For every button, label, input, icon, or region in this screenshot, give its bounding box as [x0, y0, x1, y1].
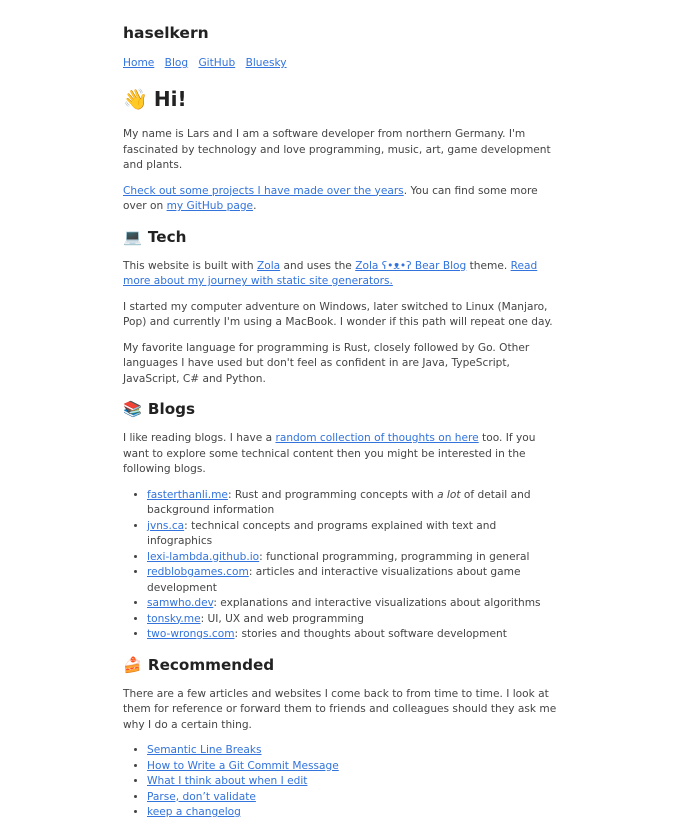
page-title — [123, 87, 563, 111]
static-site-journey-link[interactable]: Read more about my journey with static site generators. — [123, 259, 538, 287]
zola-link[interactable]: Zola — [256, 259, 281, 272]
page — [123, 0, 563, 821]
nav-home-link[interactable]: Home — [123, 57, 155, 69]
list-item — [147, 596, 563, 612]
recommended-paragraph: There are a few articles and websites I come back to from time to time. I look at them for reference or forward them to friends and colleagues should they ask me why I do a certain thing. — [123, 687, 557, 731]
blog-desc: : stories and thoughts about software development — [234, 628, 507, 640]
blogs-heading-text: Blogs — [147, 400, 196, 418]
recommended-heading — [123, 655, 563, 675]
list-item — [147, 565, 563, 596]
page-title-text: Hi! — [153, 87, 187, 111]
nav-bluesky-link[interactable]: Bluesky — [245, 57, 287, 69]
blog-link-redblobgames[interactable]: redblobgames.com — [147, 566, 249, 578]
blog-link-tonsky[interactable]: tonsky.me — [147, 612, 201, 625]
tech-heading — [123, 227, 563, 247]
blog-link-two-wrongs[interactable]: two-wrongs.com — [147, 628, 235, 640]
tech-paragraph-3: My favorite language for programming is Rust, closely followed by Go. Other languages I have used but don't feel as confident in are Java, TypeScript, JavaScript, C# and Python. — [123, 341, 530, 385]
books-icon: 📚 — [123, 400, 142, 418]
recommended-link-git-commit-message[interactable]: How to Write a Git Commit Message — [147, 759, 339, 772]
recommended-link-keep-a-changelog[interactable]: keep a changelog — [147, 806, 241, 818]
blogs-heading — [123, 399, 563, 419]
recommended-link-semantic-line-breaks[interactable]: Semantic Line Breaks — [147, 744, 262, 756]
blogs-p1-text-a: I like reading blogs. I have a — [123, 432, 276, 444]
recommended-list — [123, 743, 563, 821]
blog-link-jvns[interactable]: jvns.ca — [147, 519, 185, 532]
blog-link-samwho[interactable]: samwho.dev — [147, 597, 214, 609]
waving-hand-icon: 👋 — [123, 87, 148, 111]
github-page-link[interactable]: my GitHub page — [166, 200, 254, 212]
list-item — [147, 627, 563, 643]
blog-link-fasterthanli[interactable]: fasterthanli.me — [147, 488, 228, 501]
recommended-link-parse-dont-validate[interactable]: Parse, don’t validate — [147, 790, 256, 803]
list-item — [147, 790, 563, 806]
tech-p1-text-c: theme. — [466, 259, 511, 272]
bear-blog-theme-link[interactable]: Zola ʕ•ᴥ•ʔ Bear Blog — [355, 259, 467, 272]
list-item — [147, 759, 563, 775]
list-item — [147, 774, 563, 790]
blog-desc: : articles and interactive visualizations about game development — [147, 566, 521, 594]
blogs-p1-text-b: too. If you want to explore some technical content then you might be interested in the following blogs. — [123, 432, 536, 475]
list-item — [147, 488, 563, 519]
nav-blog-link[interactable]: Blog — [164, 57, 189, 69]
site-title[interactable]: haselkern — [123, 24, 209, 42]
tech-p1-text-b: and uses the — [280, 259, 356, 272]
list-item — [147, 519, 563, 550]
blog-desc-emphasis: a lot — [437, 488, 461, 501]
list-item — [147, 550, 563, 566]
projects-link[interactable]: Check out some projects I have made over the years — [123, 184, 404, 197]
recommended-heading-text: Recommended — [147, 655, 275, 674]
intro-projects-end-text: . — [253, 200, 257, 212]
intro-paragraph: My name is Lars and I am a software developer from northern Germany. I'm fascinated by technology and love programming, music, art, game development and plants. — [123, 128, 551, 171]
own-blog-link[interactable]: random collection of thoughts on here — [275, 432, 479, 444]
tech-heading-text: Tech — [147, 227, 187, 246]
list-item — [147, 743, 563, 759]
blogs-paragraph — [123, 431, 563, 478]
blog-desc: of detail and background information — [147, 488, 531, 516]
list-item — [147, 612, 563, 628]
blog-desc: : UI, UX and web programming — [200, 612, 365, 625]
main-content — [123, 87, 563, 821]
main-nav — [123, 56, 563, 71]
blog-desc: : Rust and programming concepts with — [227, 488, 438, 501]
site-header — [123, 24, 563, 71]
blog-link-lexi-lambda[interactable]: lexi-lambda.github.io — [147, 550, 260, 563]
blog-desc: : technical concepts and programs explained with text and infographics — [147, 519, 497, 547]
nav-github-link[interactable]: GitHub — [198, 57, 236, 69]
cake-icon: 🍰 — [123, 655, 142, 674]
tech-paragraph-2: I started my computer adventure on Windows, later switched to Linux (Manjaro, Pop) and currently I'm using a MacBook. I wonder if this path will repeat one day. — [123, 300, 553, 328]
tech-p1-text-a: This website is built with — [123, 259, 257, 272]
list-item — [147, 805, 563, 821]
intro-projects-mid-text: . You can find some more over on — [123, 184, 538, 212]
tech-paragraph-1 — [123, 259, 563, 290]
intro-projects-paragraph — [123, 184, 563, 215]
recommended-link-when-i-edit[interactable]: What I think about when I edit — [147, 775, 308, 787]
blog-desc: : functional programming, programming in general — [259, 550, 530, 563]
laptop-icon: 💻 — [123, 227, 142, 246]
blog-desc: : explanations and interactive visualizations about algorithms — [213, 597, 541, 609]
blogs-list — [123, 488, 563, 643]
